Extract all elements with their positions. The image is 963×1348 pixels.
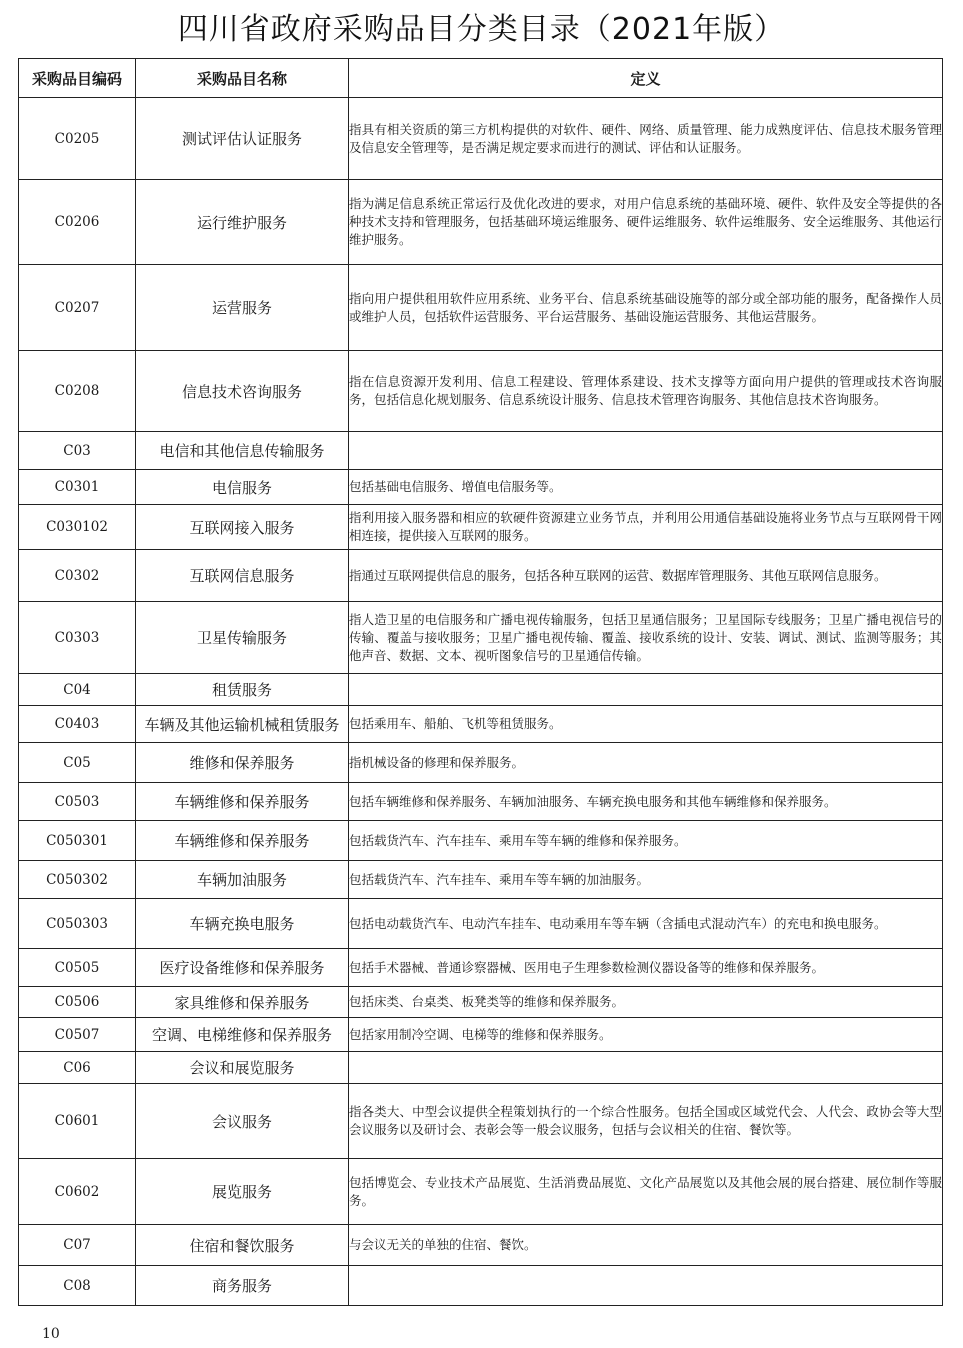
header-definition: 定义: [349, 59, 943, 98]
item-code: C050303: [19, 899, 136, 949]
item-name: 车辆充换电服务: [136, 899, 349, 949]
item-code: C0303: [19, 602, 136, 674]
item-code: C0301: [19, 470, 136, 505]
item-name: 信息技术咨询服务: [136, 351, 349, 432]
table-row: [19, 899, 943, 949]
table-row: [19, 743, 943, 783]
item-definition: 包括载货汽车、汽车挂车、乘用车等车辆的维修和保养服务。: [349, 821, 943, 861]
item-name: 车辆维修和保养服务: [136, 821, 349, 861]
item-code: C0206: [19, 180, 136, 265]
item-definition: 包括手术器械、普通诊察器械、医用电子生理参数检测仪器设备等的维修和保养服务。: [349, 949, 943, 987]
item-definition: [349, 1266, 943, 1306]
header-code: 采购品目编码: [19, 59, 136, 98]
item-definition: 与会议无关的单独的住宿、餐饮。: [349, 1225, 943, 1266]
item-code: C0602: [19, 1159, 136, 1225]
item-code: C0507: [19, 1018, 136, 1052]
table-row: [19, 351, 943, 432]
item-name: 测试评估认证服务: [136, 98, 349, 180]
table-row: [19, 1266, 943, 1306]
table-row: [19, 949, 943, 987]
item-definition: 指各类大、中型会议提供全程策划执行的一个综合性服务。包括全国或区域党代会、人代会、政协会等大型会议服务以及研讨会、表彰会等一般会议服务，包括与会议相关的住宿、餐饮等。: [349, 1084, 943, 1159]
item-name: 住宿和餐饮服务: [136, 1225, 349, 1266]
item-code: C030102: [19, 505, 136, 550]
table-row: [19, 706, 943, 743]
table-row: [19, 674, 943, 706]
item-definition: 指具有相关资质的第三方机构提供的对软件、硬件、网络、质量管理、能力成熟度评估、信息技术服务管理及信息安全管理等，是否满足规定要求而进行的测试、评估和认证服务。: [349, 98, 943, 180]
table-row: [19, 602, 943, 674]
item-code: C0403: [19, 706, 136, 743]
item-code: C050301: [19, 821, 136, 861]
item-name: 家具维修和保养服务: [136, 987, 349, 1018]
table-row: [19, 1084, 943, 1159]
table-row: [19, 861, 943, 899]
item-definition: [349, 432, 943, 470]
item-definition: 包括电动载货汽车、电动汽车挂车、电动乘用车等车辆（含插电式混动汽车）的充电和换电服务。: [349, 899, 943, 949]
table-row: [19, 821, 943, 861]
table-row: [19, 1052, 943, 1084]
item-definition: [349, 674, 943, 706]
header-name: 采购品目名称: [136, 59, 349, 98]
item-code: C04: [19, 674, 136, 706]
item-code: C0302: [19, 550, 136, 602]
item-code: C03: [19, 432, 136, 470]
item-definition: 指向用户提供租用软件应用系统、业务平台、信息系统基础设施等的部分或全部功能的服务，配备操作人员或维护人员，包括软件运营服务、平台运营服务、基础设施运营服务、其他运营服务。: [349, 265, 943, 351]
table-row: [19, 783, 943, 821]
item-definition: 包括基础电信服务、增值电信服务等。: [349, 470, 943, 505]
page-title: 四川省政府采购品目分类目录（2021年版）: [177, 12, 786, 47]
item-code: C0503: [19, 783, 136, 821]
table-row: [19, 505, 943, 550]
item-code: C050302: [19, 861, 136, 899]
table-row: [19, 1018, 943, 1052]
item-definition: 指利用接入服务器和相应的软硬件资源建立业务节点，并利用公用通信基础设施将业务节点与互联网骨干网相连接，提供接入互联网的服务。: [349, 505, 943, 550]
item-code: C0205: [19, 98, 136, 180]
item-definition: 指人造卫星的电信服务和广播电视传输服务，包括卫星通信服务；卫星国际专线服务；卫星广播电视信号的传输、覆盖与接收服务；卫星广播电视传输、覆盖、接收系统的设计、安装、调试、测试、监测等服务；其他声音、数据、文本、视听图象信号的卫星通信传输。: [349, 602, 943, 674]
table-row: [19, 470, 943, 505]
table-row: [19, 1159, 943, 1225]
item-definition: [349, 1052, 943, 1084]
item-name: 卫星传输服务: [136, 602, 349, 674]
item-definition: 指在信息资源开发利用、信息工程建设、管理体系建设、技术支撑等方面向用户提供的管理或技术咨询服务，包括信息化规划服务、信息系统设计服务、信息技术管理咨询服务、其他信息技术咨询服务。: [349, 351, 943, 432]
item-name: 车辆加油服务: [136, 861, 349, 899]
table-row: [19, 1225, 943, 1266]
item-name: 会议和展览服务: [136, 1052, 349, 1084]
catalog-table: [18, 58, 943, 1306]
item-name: 运营服务: [136, 265, 349, 351]
item-name: 车辆维修和保养服务: [136, 783, 349, 821]
item-definition: 包括博览会、专业技术产品展览、生活消费品展览、文化产品展览以及其他会展的展台搭建、展位制作等服务。: [349, 1159, 943, 1225]
item-definition: 包括家用制冷空调、电梯等的维修和保养服务。: [349, 1018, 943, 1052]
item-name: 车辆及其他运输机械租赁服务: [136, 706, 349, 743]
item-definition: 包括床类、台桌类、板凳类等的维修和保养服务。: [349, 987, 943, 1018]
item-definition: 包括车辆维修和保养服务、车辆加油服务、车辆充换电服务和其他车辆维修和保养服务。: [349, 783, 943, 821]
item-definition: 指通过互联网提供信息的服务，包括各种互联网的运营、数据库管理服务、其他互联网信息服务。: [349, 550, 943, 602]
page-number: 10: [42, 1326, 60, 1342]
item-name: 运行维护服务: [136, 180, 349, 265]
item-code: C06: [19, 1052, 136, 1084]
item-name: 空调、电梯维修和保养服务: [136, 1018, 349, 1052]
item-name: 商务服务: [136, 1266, 349, 1306]
item-code: C05: [19, 743, 136, 783]
table-header-row: [19, 59, 943, 98]
item-code: C08: [19, 1266, 136, 1306]
item-definition: 包括乘用车、船舶、飞机等租赁服务。: [349, 706, 943, 743]
table-row: [19, 98, 943, 180]
item-name: 电信和其他信息传输服务: [136, 432, 349, 470]
item-code: C0601: [19, 1084, 136, 1159]
item-name: 互联网信息服务: [136, 550, 349, 602]
item-name: 医疗设备维修和保养服务: [136, 949, 349, 987]
item-name: 展览服务: [136, 1159, 349, 1225]
table-row: [19, 180, 943, 265]
table-row: [19, 987, 943, 1018]
item-name: 会议服务: [136, 1084, 349, 1159]
item-code: C0505: [19, 949, 136, 987]
item-code: C0506: [19, 987, 136, 1018]
item-name: 互联网接入服务: [136, 505, 349, 550]
table-row: [19, 550, 943, 602]
item-name: 维修和保养服务: [136, 743, 349, 783]
item-definition: 包括载货汽车、汽车挂车、乘用车等车辆的加油服务。: [349, 861, 943, 899]
item-name: 电信服务: [136, 470, 349, 505]
item-definition: 指机械设备的修理和保养服务。: [349, 743, 943, 783]
item-name: 租赁服务: [136, 674, 349, 706]
item-code: C0207: [19, 265, 136, 351]
item-code: C07: [19, 1225, 136, 1266]
table-row: [19, 265, 943, 351]
item-code: C0208: [19, 351, 136, 432]
item-definition: 指为满足信息系统正常运行及优化改进的要求，对用户信息系统的基础环境、硬件、软件及安全等提供的各种技术支持和管理服务，包括基础环境运维服务、硬件运维服务、软件运维服务、安全运维服务、其他运行维护服务。: [349, 180, 943, 265]
table-row: [19, 432, 943, 470]
